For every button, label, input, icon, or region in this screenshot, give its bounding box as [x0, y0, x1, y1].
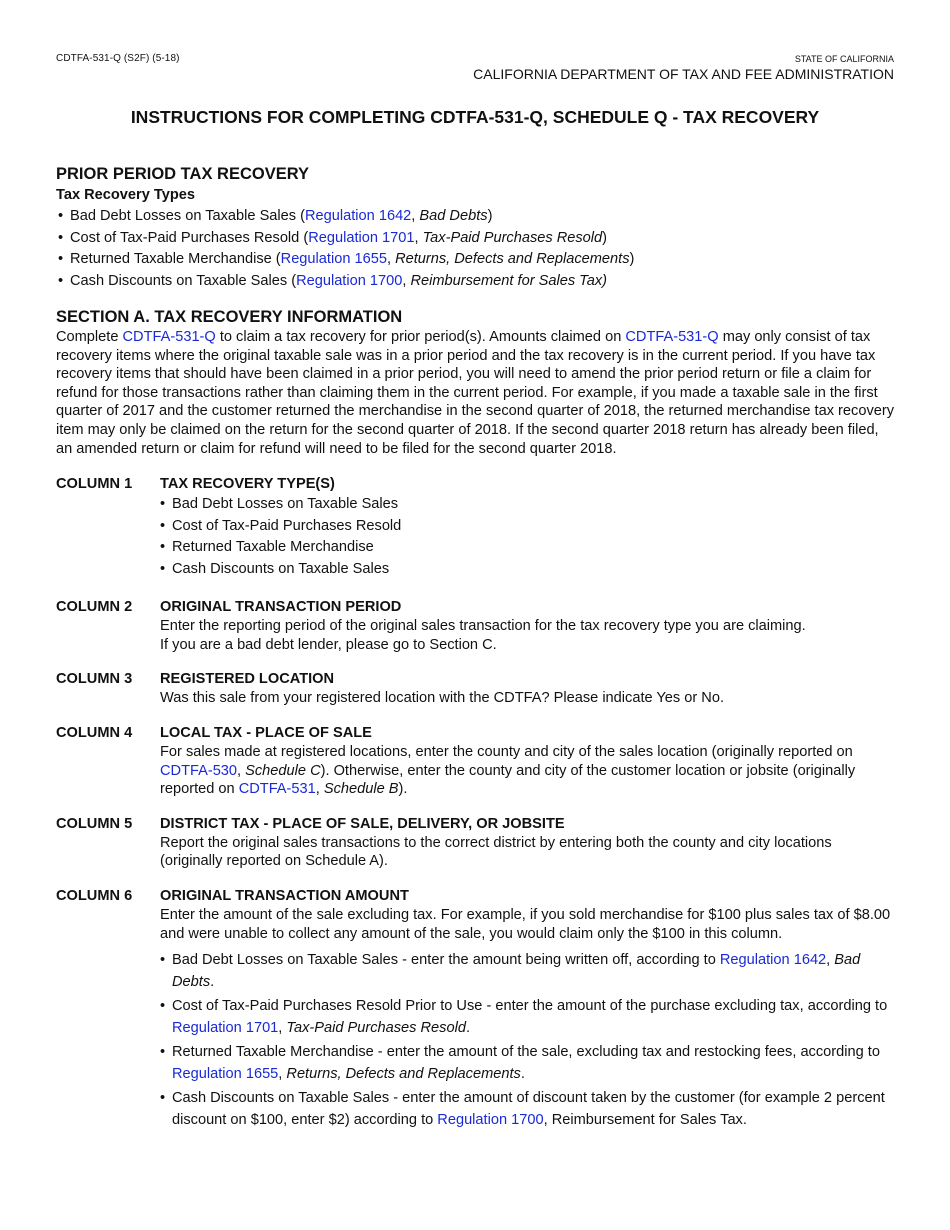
column-heading: DISTRICT TAX - PLACE OF SALE, DELIVERY, OR JOBSITE [160, 815, 565, 832]
list-item: • Cost of Tax-Paid Purchases Resold (Regulation 1701, Tax-Paid Purchases Resold) [56, 228, 894, 250]
column-text: Enter the reporting period of the original sales transaction for the tax recovery type you are claiming. [160, 618, 806, 635]
column-text: Report the original sales transactions to the correct district by entering both the county and city locations (originally reported on Schedule A). [160, 834, 832, 870]
column-heading: TAX RECOVERY TYPE(S) [160, 476, 335, 493]
column-heading: ORIGINAL TRANSACTION PERIOD [160, 599, 402, 616]
form-link[interactable]: CDTFA-531 [238, 781, 316, 798]
form-link[interactable]: CDTFA-530 [160, 762, 238, 779]
regulation-link[interactable]: Regulation 1655 [280, 251, 387, 267]
column-text: Enter the amount of the sale excluding tax. For example, if you sold merchandise for $100 plus sales tax of $8.00 and were unable to collect any amount of the sale, you would claim only the $100 in this column. [160, 906, 891, 942]
agency-header [473, 53, 894, 84]
tax-recovery-types-list [56, 206, 894, 292]
column-text: For sales made at registered locations, enter the county and city of the sales location (originally reported on CDTFA-530, Schedule C). Otherwise, enter the county and city of the customer location or jobsite (originally reported on CDTFA-531, Schedule B). [160, 743, 856, 798]
column-4-block [56, 724, 894, 799]
column-6-block [56, 887, 894, 1134]
list-item: • Returned Taxable Merchandise (Regulation 1655, Returns, Defects and Replacements) [56, 249, 894, 271]
column-heading: REGISTERED LOCATION [160, 671, 335, 688]
column-label: COLUMN 5 [56, 815, 133, 832]
column-2-block [56, 598, 894, 654]
list-item: • Cash Discounts on Taxable Sales [160, 559, 894, 581]
regulation-link[interactable]: Regulation 1642 [305, 208, 412, 224]
column-heading: LOCAL TAX - PLACE OF SALE [160, 724, 372, 741]
list-item: • Cash Discounts on Taxable Sales - enter the amount of discount taken by the customer (for example 2 percent discount on $100, enter $2) according to Regulation 1700, Reimbursement for Sales Tax. [160, 1088, 894, 1131]
form-link[interactable]: CDTFA-531-Q [625, 329, 719, 345]
list-item: • Bad Debt Losses on Taxable Sales (Regulation 1642, Bad Debts) [56, 206, 894, 228]
section-a-paragraph: Complete CDTFA-531-Q to claim a tax recovery for prior period(s). Amounts claimed on CDTFA-531-Q may only consist of tax recovery items where the original taxable sale was in a prior period and the tax recovery is in the current period. If you have tax recovery items that should have been claimed in a prior period, you will need to amend the prior period return or file a claim for refund for those transactions rather than claiming them in the current period. For example, if you made a taxable sale in the first quarter of 2017 and the customer returned the merchandise in the second quarter of 2018, the returned merchandise tax recovery item may only be claimed on the return for the second quarter of 2018. If the second quarter 2018 return has already been filed, an amended return or claim for refund will need to be filed for the second quarter 2018. [56, 329, 895, 457]
prior-period-heading: PRIOR PERIOD TAX RECOVERY [56, 165, 310, 183]
list-item: • Cash Discounts on Taxable Sales (Regulation 1700, Reimbursement for Sales Tax) [56, 271, 894, 293]
column-text: If you are a bad debt lender, please go to Section C. [160, 636, 497, 653]
regulation-link[interactable]: Regulation 1701 [308, 229, 415, 246]
list-item: • Returned Taxable Merchandise [160, 537, 894, 559]
section-a-heading: SECTION A. TAX RECOVERY INFORMATION [56, 308, 403, 326]
state-label: STATE OF CALIFORNIA [794, 54, 894, 64]
regulation-link[interactable]: Regulation 1655 [172, 1065, 279, 1082]
content [56, 163, 894, 1134]
column-1-block [56, 475, 894, 580]
list-item: • Cost of Tax-Paid Purchases Resold Prior to Use - enter the amount of the purchase excluding tax, according to Regulation 1701, Tax-Paid Purchases Resold. [160, 996, 894, 1039]
form-id: CDTFA-531-Q (S2F) (5-18) [56, 53, 180, 64]
column-text: Was this sale from your registered location with the CDTFA? Please indicate Yes or No. [160, 690, 725, 707]
list-item: • Cost of Tax-Paid Purchases Resold [160, 516, 894, 538]
page-title: INSTRUCTIONS FOR COMPLETING CDTFA-531-Q, SCHEDULE Q - TAX RECOVERY [130, 107, 820, 127]
column-label: COLUMN 2 [56, 599, 133, 616]
form-link[interactable]: CDTFA-531-Q [122, 329, 216, 345]
column-6-list [160, 950, 894, 1131]
column-label: COLUMN 3 [56, 671, 133, 688]
tax-recovery-types-heading: Tax Recovery Types [56, 187, 195, 203]
regulation-link[interactable]: Regulation 1700 [437, 1111, 544, 1128]
column-1-list [160, 494, 894, 580]
column-label: COLUMN 4 [56, 724, 133, 741]
regulation-link[interactable]: Regulation 1700 [296, 272, 403, 289]
list-item: • Bad Debt Losses on Taxable Sales [160, 494, 894, 516]
column-5-block [56, 815, 894, 871]
column-heading: ORIGINAL TRANSACTION AMOUNT [160, 887, 409, 904]
column-label: COLUMN 6 [56, 887, 133, 904]
section-a [56, 306, 894, 458]
regulation-link[interactable]: Regulation 1642 [719, 952, 827, 969]
list-item: • Returned Taxable Merchandise - enter the amount of the sale, excluding tax and restocking fees, according to Regulation 1655, Returns, Defects and Replacements. [160, 1042, 894, 1085]
column-label: COLUMN 1 [56, 476, 133, 493]
list-item: • Bad Debt Losses on Taxable Sales - enter the amount being written off, according to Regulation 1642, Bad Debts. [160, 950, 894, 993]
regulation-link[interactable]: Regulation 1701 [172, 1019, 279, 1036]
column-3-block [56, 670, 894, 708]
department-label: CALIFORNIA DEPARTMENT OF TAX AND FEE ADMINISTRATION [473, 66, 894, 82]
